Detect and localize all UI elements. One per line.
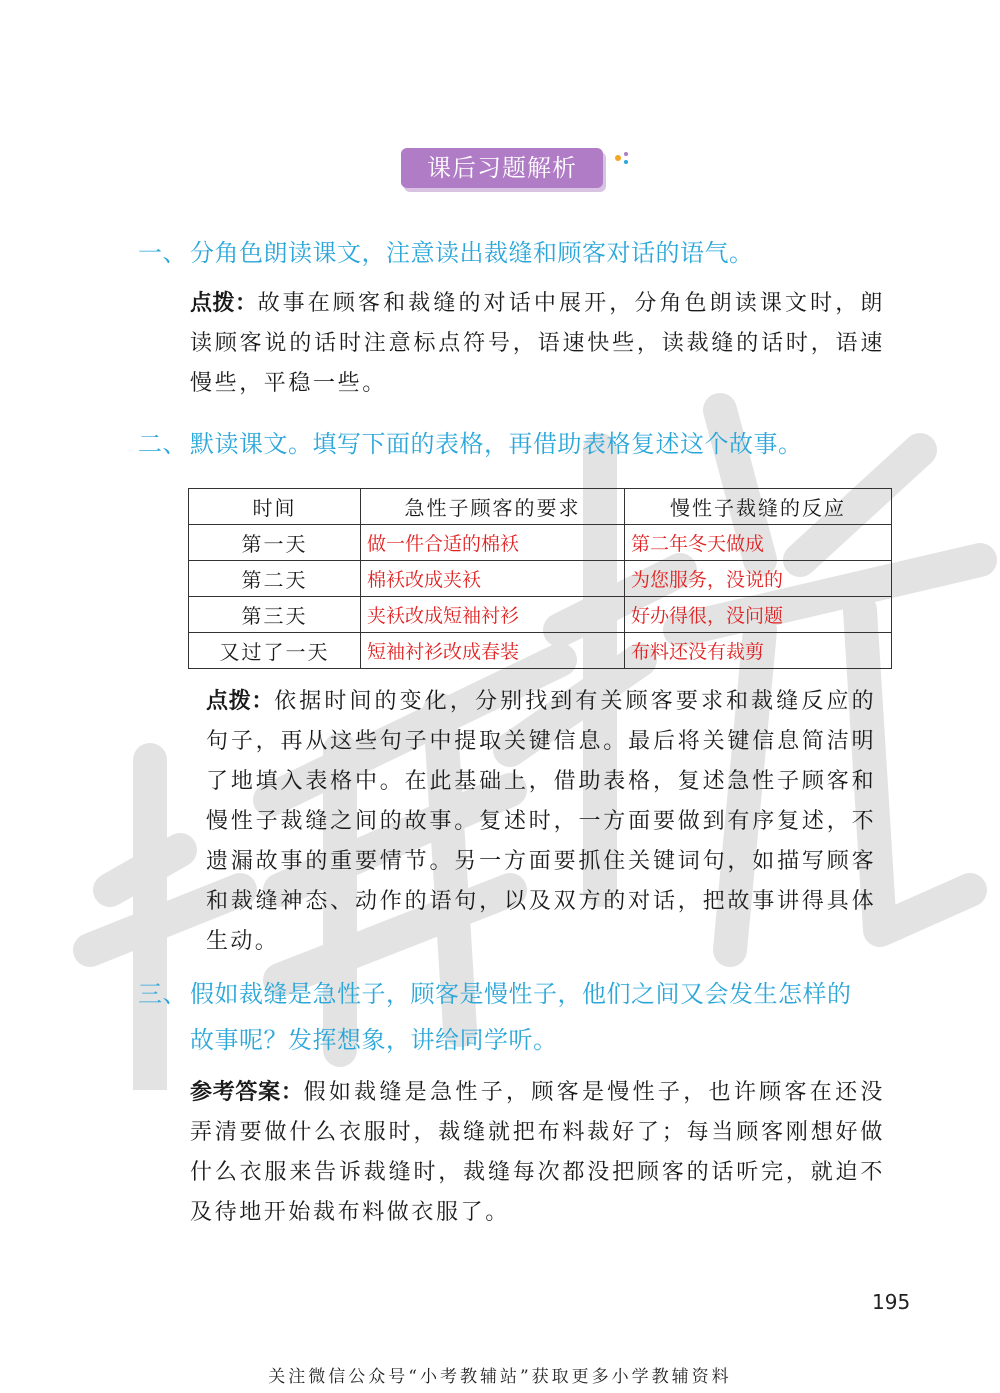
footer-note: 关注微信公众号“小考教辅站”获取更多小学教辅资料 [268, 1367, 732, 1387]
table-row [189, 597, 892, 633]
question-text: 分角色朗读课文，注意读出裁缝和顾客对话的语气。 [190, 239, 754, 267]
header-customer: 急性子顾客的要求 [361, 489, 625, 525]
cell-day: 第三天 [189, 597, 361, 633]
header-tailor: 慢性子裁缝的反应 [625, 489, 892, 525]
question-3-note [190, 1073, 885, 1233]
cell-request: 棉袄改成夹袄 [361, 561, 625, 597]
note-label: 点拨： [206, 689, 275, 714]
cell-request: 夹袄改成短袖衬衫 [361, 597, 625, 633]
page-number: 195 [872, 1290, 911, 1314]
cell-day: 第二天 [189, 561, 361, 597]
cell-day: 第一天 [189, 525, 361, 561]
cell-reaction: 第二年冬天做成 [625, 525, 892, 561]
table-row [189, 633, 892, 669]
question-number: 二、 [138, 430, 187, 458]
header-time: 时间 [189, 489, 361, 525]
question-2-note [206, 682, 876, 962]
question-2-heading [138, 421, 803, 467]
cell-request: 短袖衬衫改成春装 [361, 633, 625, 669]
question-number: 三、 [138, 980, 187, 1008]
question-1-note [190, 284, 885, 404]
section-title: 课后习题解析 [401, 148, 603, 188]
table-header-row [189, 489, 892, 525]
cell-reaction: 好办得很，没问题 [625, 597, 892, 633]
table-row [189, 525, 892, 561]
sparkle-icon [612, 150, 632, 166]
question-1-heading [138, 230, 754, 276]
table-row [189, 561, 892, 597]
note-label: 参考答案： [190, 1080, 304, 1105]
question-text: 默读课文。填写下面的表格，再借助表格复述这个故事。 [190, 430, 803, 458]
cell-reaction: 布料还没有裁剪 [625, 633, 892, 669]
question-text: 假如裁缝是急性子，顾客是慢性子，他们之间又会发生怎样的 [190, 980, 852, 1008]
story-table [188, 488, 892, 669]
cell-reaction: 为您服务，没说的 [625, 561, 892, 597]
question-number: 一、 [138, 239, 187, 267]
note-text: 依据时间的变化，分别找到有关顾客要求和裁缝反应的句子，再从这些句子中提取关键信息。最后将关键信息简洁明了地填入表格中。在此基础上，借助表格，复述急性子顾客和慢性子裁缝之间的故事。复述时，一方面要做到有序复述，不遗漏故事的重要情节。另一方面要抓住关键词句，如描写顾客和裁缝神态、动作的语句，以及双方的对话，把故事讲得具体生动。 [206, 689, 876, 954]
note-text: 假如裁缝是急性子，顾客是慢性子，也许顾客在还没弄清要做什么衣服时，裁缝就把布料裁好了；每当顾客刚想好做什么衣服来告诉裁缝时，裁缝每次都没把顾客的话听完，就迫不及待地开始裁布料做衣服了。 [190, 1080, 885, 1225]
cell-day: 又过了一天 [189, 633, 361, 669]
question-text-cont: 故事呢？发挥想象，讲给同学听。 [190, 1026, 558, 1054]
cell-request: 做一件合适的棉袄 [361, 525, 625, 561]
question-3-heading [138, 971, 852, 1063]
note-text: 故事在顾客和裁缝的对话中展开，分角色朗读课文时，朗读顾客说的话时注意标点符号，语速快些，读裁缝的话时，语速慢些，平稳一些。 [190, 291, 885, 396]
note-label: 点拨： [190, 291, 258, 316]
